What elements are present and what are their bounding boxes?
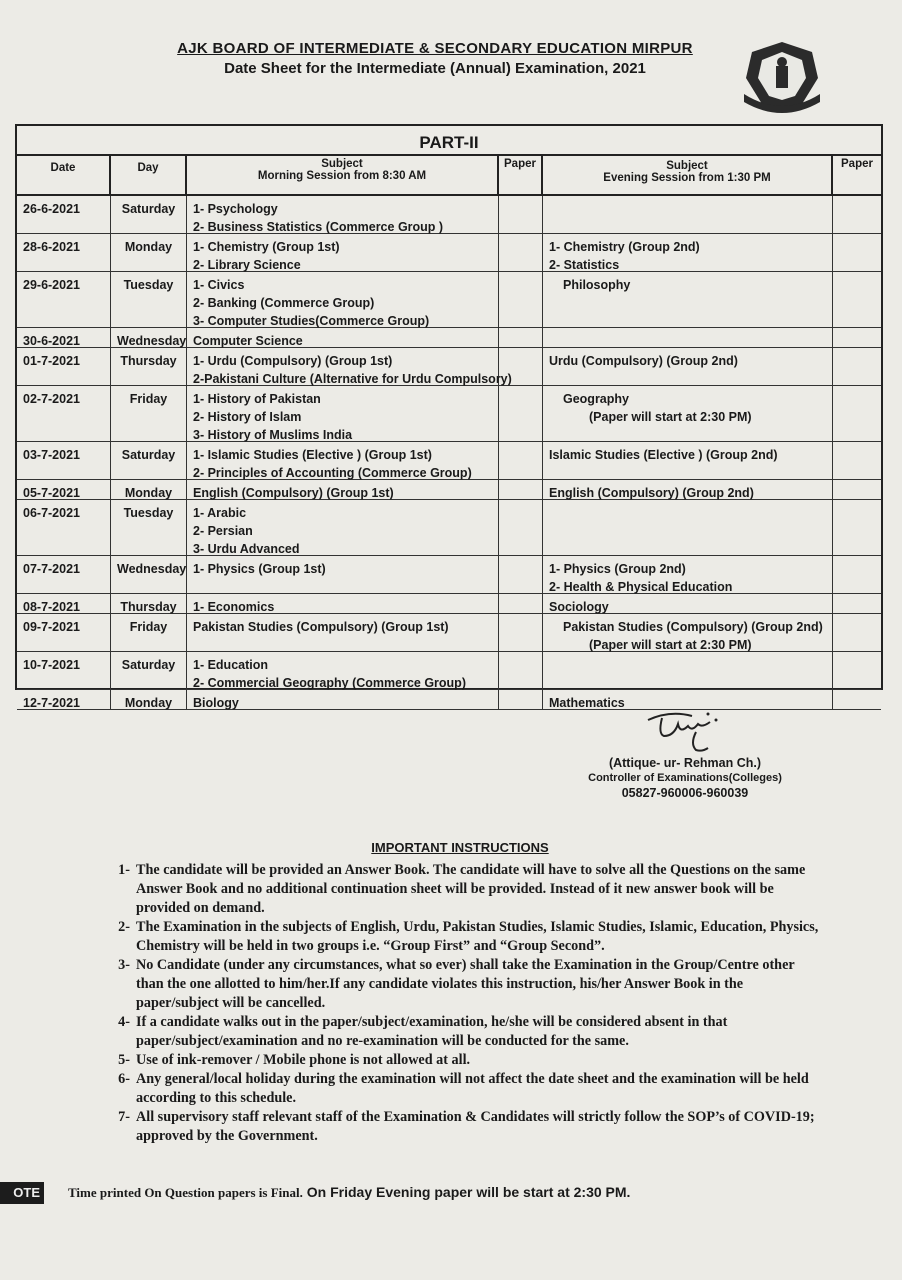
- day-cell: Monday: [111, 690, 187, 709]
- date-cell: 01-7-2021: [17, 348, 111, 385]
- morning-subject: 2-Pakistani Culture (Alternative for Urdu Compulsory): [193, 372, 512, 386]
- table-row: [17, 500, 881, 556]
- morning-subject: 2- Persian: [193, 524, 253, 538]
- morning-subject: 2- History of Islam: [193, 410, 302, 424]
- paper-cell-2: [833, 328, 881, 347]
- part-title: PART-II: [17, 126, 881, 156]
- paper-cell-1: [499, 386, 543, 441]
- table-row: [17, 594, 881, 614]
- evening-subject: Islamic Studies (Elective ) (Group 2nd): [549, 448, 778, 462]
- date-cell: 29-6-2021: [17, 272, 111, 327]
- day-cell: Saturday: [111, 196, 187, 233]
- day-cell: Tuesday: [111, 272, 187, 327]
- paper-cell-1: [499, 442, 543, 479]
- day-cell: Thursday: [111, 348, 187, 385]
- morning-subject-cell: [187, 500, 499, 555]
- evening-subject: (Paper will start at 2:30 PM): [589, 638, 752, 652]
- instruction-item: [100, 1108, 820, 1146]
- morning-subject-cell: [187, 234, 499, 271]
- instruction-text: Any general/local holiday during the examination will not affect the date sheet and the examination will be held according to this schedule.: [136, 1071, 809, 1106]
- note-label: OTE: [0, 1182, 44, 1204]
- evening-subject-cell: [543, 652, 833, 689]
- evening-subject-cell: [543, 272, 833, 327]
- day-cell: Tuesday: [111, 500, 187, 555]
- morning-subject-cell: [187, 328, 499, 347]
- table-row: [17, 348, 881, 386]
- instruction-text: No Candidate (under any circumstances, what so ever) shall take the Examination in the Group/Centre other than the one allotted to him/her.If any candidate violates this instruction, his/her Answer Book in the paper/subject will be cancelled.: [136, 957, 795, 1011]
- paper-cell-1: [499, 480, 543, 499]
- morning-subject-cell: [187, 348, 512, 386]
- date-cell: 10-7-2021: [17, 652, 111, 689]
- note-part-2: On Friday Evening paper will be start at 2:30 PM.: [306, 1184, 631, 1200]
- instruction-number: 7-: [118, 1109, 130, 1125]
- col-paper-1: Paper: [499, 156, 543, 194]
- date-cell: 06-7-2021: [17, 500, 111, 555]
- morning-subject: 3- History of Muslims India: [193, 428, 353, 442]
- evening-subject: Mathematics: [549, 696, 625, 710]
- morning-subject: 3- Urdu Advanced: [193, 542, 300, 556]
- morning-subject: 1- Arabic: [193, 506, 247, 520]
- morning-subject: 1- History of Pakistan: [193, 392, 321, 406]
- date-cell: 12-7-2021: [17, 690, 111, 709]
- morning-subject-cell: [187, 272, 499, 327]
- date-cell: 03-7-2021: [17, 442, 111, 479]
- morning-subject: 1- Chemistry (Group 1st): [193, 240, 340, 254]
- morning-subject-cell: [187, 196, 499, 233]
- date-cell: 05-7-2021: [17, 480, 111, 499]
- morning-subject: Computer Science: [193, 334, 303, 348]
- morning-subject: 3- Computer Studies(Commerce Group): [193, 314, 430, 328]
- instruction-number: 5-: [118, 1052, 130, 1068]
- paper-cell-2: [833, 196, 881, 233]
- instruction-item: [100, 861, 820, 918]
- morning-subject-cell: [187, 690, 499, 709]
- evening-subject-cell: [543, 442, 833, 479]
- morning-subject: 1- Psychology: [193, 202, 278, 216]
- evening-subject-cell: [543, 386, 833, 441]
- signature-block: [560, 706, 810, 800]
- instruction-item: [100, 1051, 820, 1070]
- col-morning-subject: Subject: [321, 158, 363, 170]
- instruction-number: 4-: [118, 1014, 130, 1030]
- morning-subject: 1- Islamic Studies (Elective ) (Group 1st): [193, 448, 432, 462]
- instruction-item: [100, 1013, 820, 1051]
- date-cell: 07-7-2021: [17, 556, 111, 593]
- date-cell: 02-7-2021: [17, 386, 111, 441]
- instruction-number: 3-: [118, 957, 130, 973]
- paper-cell-1: [499, 196, 543, 233]
- col-evening: [543, 156, 833, 194]
- table-row: [17, 196, 881, 234]
- evening-subject-cell: [543, 234, 833, 271]
- morning-subject: English (Compulsory) (Group 1st): [193, 486, 394, 500]
- morning-subject: 1- Urdu (Compulsory) (Group 1st): [193, 354, 393, 368]
- paper-cell-2: [833, 652, 881, 689]
- morning-subject-cell: [187, 556, 499, 593]
- morning-subject: 2- Principles of Accounting (Commerce Group): [193, 466, 472, 480]
- paper-cell-2: [833, 556, 881, 593]
- instruction-text: If a candidate walks out in the paper/subject/examination, he/she will be considered absent in that paper/subject/examination and no re-examination will be conducted for the same.: [136, 1014, 728, 1049]
- date-cell: 28-6-2021: [17, 234, 111, 271]
- col-day: Day: [111, 156, 187, 194]
- paper-cell-2: [833, 272, 881, 327]
- instruction-item: [100, 918, 820, 956]
- col-date: Date: [17, 156, 111, 194]
- day-cell: Friday: [111, 614, 187, 651]
- evening-subject: 2- Health & Physical Education: [549, 580, 733, 594]
- table-row: [17, 386, 881, 442]
- paper-cell-1: [499, 556, 543, 593]
- evening-subject: Philosophy: [563, 278, 631, 292]
- table-header: [17, 156, 881, 196]
- paper-cell-1: [499, 500, 543, 555]
- table-row: [17, 328, 881, 348]
- table-body: [17, 196, 881, 710]
- evening-subject-cell: [543, 480, 833, 499]
- col-paper-2: Paper: [841, 158, 873, 170]
- evening-subject: Sociology: [549, 600, 609, 614]
- evening-subject-cell: [543, 594, 833, 613]
- table-row: [17, 442, 881, 480]
- day-cell: Monday: [111, 480, 187, 499]
- paper-cell-1: [499, 690, 543, 709]
- note-part-1: Time printed On Question papers is Final.: [68, 1185, 303, 1200]
- instruction-text: All supervisory staff relevant staff of the Examination & Candidates will strictly follow the SOP’s of COVID-19; approved by the Government.: [136, 1109, 815, 1144]
- evening-subject-cell: [543, 328, 833, 347]
- table-row: [17, 652, 881, 690]
- instructions-list: [100, 861, 820, 1146]
- day-cell: Thursday: [111, 594, 187, 613]
- day-cell: Saturday: [111, 442, 187, 479]
- morning-subject: 2- Banking (Commerce Group): [193, 296, 375, 310]
- instruction-text: Use of ink-remover / Mobile phone is not allowed at all.: [136, 1052, 471, 1068]
- paper-cell-2: [833, 594, 881, 613]
- evening-subject-cell: [543, 348, 833, 385]
- evening-subject-cell: [543, 556, 833, 593]
- evening-subject: 2- Statistics: [549, 258, 620, 272]
- paper-cell-2: [833, 348, 881, 385]
- instruction-item: [100, 956, 820, 1013]
- col-morning: [187, 156, 499, 194]
- evening-subject: Urdu (Compulsory) (Group 2nd): [549, 354, 738, 368]
- instructions-title: IMPORTANT INSTRUCTIONS: [371, 840, 549, 855]
- table-row: [17, 614, 881, 652]
- date-cell: 26-6-2021: [17, 196, 111, 233]
- paper-cell-1: [499, 234, 543, 271]
- morning-subject-cell: [187, 442, 499, 479]
- morning-subject: Biology: [193, 696, 239, 710]
- day-cell: Saturday: [111, 652, 187, 689]
- evening-subject: (Paper will start at 2:30 PM): [589, 410, 752, 424]
- morning-subject: 1- Physics (Group 1st): [193, 562, 326, 576]
- instruction-text: The Examination in the subjects of English, Urdu, Pakistan Studies, Islamic Studies, Islamic, Education, Physics, Chemistry will be held in two groups i.e. “Group First” and “Group Second”.: [136, 919, 819, 954]
- paper-cell-2: [833, 614, 881, 651]
- paper-cell-1: [499, 272, 543, 327]
- morning-subject: 1- Economics: [193, 600, 275, 614]
- morning-subject: 2- Library Science: [193, 258, 301, 272]
- col-evening-subject: Subject: [666, 160, 708, 172]
- table-row: [17, 234, 881, 272]
- morning-subject-cell: [187, 652, 499, 689]
- paper-cell-2: [833, 234, 881, 271]
- instructions: [100, 838, 820, 1146]
- paper-cell-1: [499, 328, 543, 347]
- day-cell: Wednesday: [111, 328, 187, 347]
- paper-cell-2: [833, 442, 881, 479]
- col-morning-session: Morning Session from 8:30 AM: [257, 170, 427, 182]
- morning-subject-cell: [187, 614, 499, 651]
- table-row: [17, 480, 881, 500]
- paper-cell-1: [499, 614, 543, 651]
- note-text: [68, 1184, 630, 1201]
- date-cell: 30-6-2021: [17, 328, 111, 347]
- paper-cell-2: [833, 500, 881, 555]
- paper-cell-2: [833, 480, 881, 499]
- controller-name: (Attique- ur- Rehman Ch.): [608, 756, 762, 770]
- evening-subject-cell: [543, 196, 833, 233]
- evening-subject-cell: [543, 500, 833, 555]
- day-cell: Monday: [111, 234, 187, 271]
- table-row: [17, 272, 881, 328]
- instruction-number: 1-: [118, 862, 130, 878]
- paper-cell-1: [499, 348, 543, 385]
- evening-subject: 1- Chemistry (Group 2nd): [549, 240, 700, 254]
- morning-subject: 1- Education: [193, 658, 269, 672]
- paper-cell-1: [499, 652, 543, 689]
- controller-designation: Controller of Examinations(Colleges): [588, 772, 782, 784]
- table-row: [17, 556, 881, 594]
- note-bar: [0, 1172, 902, 1212]
- date-cell: 09-7-2021: [17, 614, 111, 651]
- evening-subject: 1- Physics (Group 2nd): [549, 562, 686, 576]
- board-logo-icon: [740, 38, 824, 114]
- evening-subject: Pakistan Studies (Compulsory) (Group 2nd): [563, 620, 823, 634]
- col-evening-session: Evening Session from 1:30 PM: [603, 172, 771, 184]
- morning-subject-cell: [187, 480, 499, 499]
- date-sheet-title: Date Sheet for the Intermediate (Annual) Examination, 2021: [224, 60, 646, 77]
- controller-phone: 05827-960006-960039: [621, 786, 749, 800]
- paper-cell-2: [833, 690, 881, 709]
- instruction-item: [100, 1070, 820, 1108]
- board-name: AJK BOARD OF INTERMEDIATE & SECONDARY EDUCATION MIRPUR: [177, 40, 693, 57]
- morning-subject: 2- Commercial Geography (Commerce Group): [193, 676, 466, 690]
- morning-subject: 1- Civics: [193, 278, 245, 292]
- instruction-text: The candidate will be provided an Answer Book. The candidate will have to solve all the Questions on the same Answer Book and no additional continuation sheet will be provided. Instead of it new answer book will be provided on demand.: [136, 862, 806, 916]
- evening-subject: English (Compulsory) (Group 2nd): [549, 486, 754, 500]
- day-cell: Friday: [111, 386, 187, 441]
- paper-cell-1: [499, 594, 543, 613]
- date-cell: 08-7-2021: [17, 594, 111, 613]
- evening-subject-cell: [543, 614, 833, 651]
- morning-subject: Pakistan Studies (Compulsory) (Group 1st): [193, 620, 449, 634]
- instruction-number: 6-: [118, 1071, 130, 1087]
- morning-subject: 2- Business Statistics (Commerce Group ): [193, 220, 444, 234]
- signature-mark-icon: [640, 706, 730, 754]
- paper-cell-2: [833, 386, 881, 441]
- evening-subject: Geography: [563, 392, 629, 406]
- instruction-number: 2-: [118, 919, 130, 935]
- document-header: [150, 40, 720, 77]
- date-sheet-table: [15, 124, 883, 710]
- day-cell: Wednesday: [111, 556, 187, 593]
- morning-subject-cell: [187, 594, 499, 613]
- morning-subject-cell: [187, 386, 499, 441]
